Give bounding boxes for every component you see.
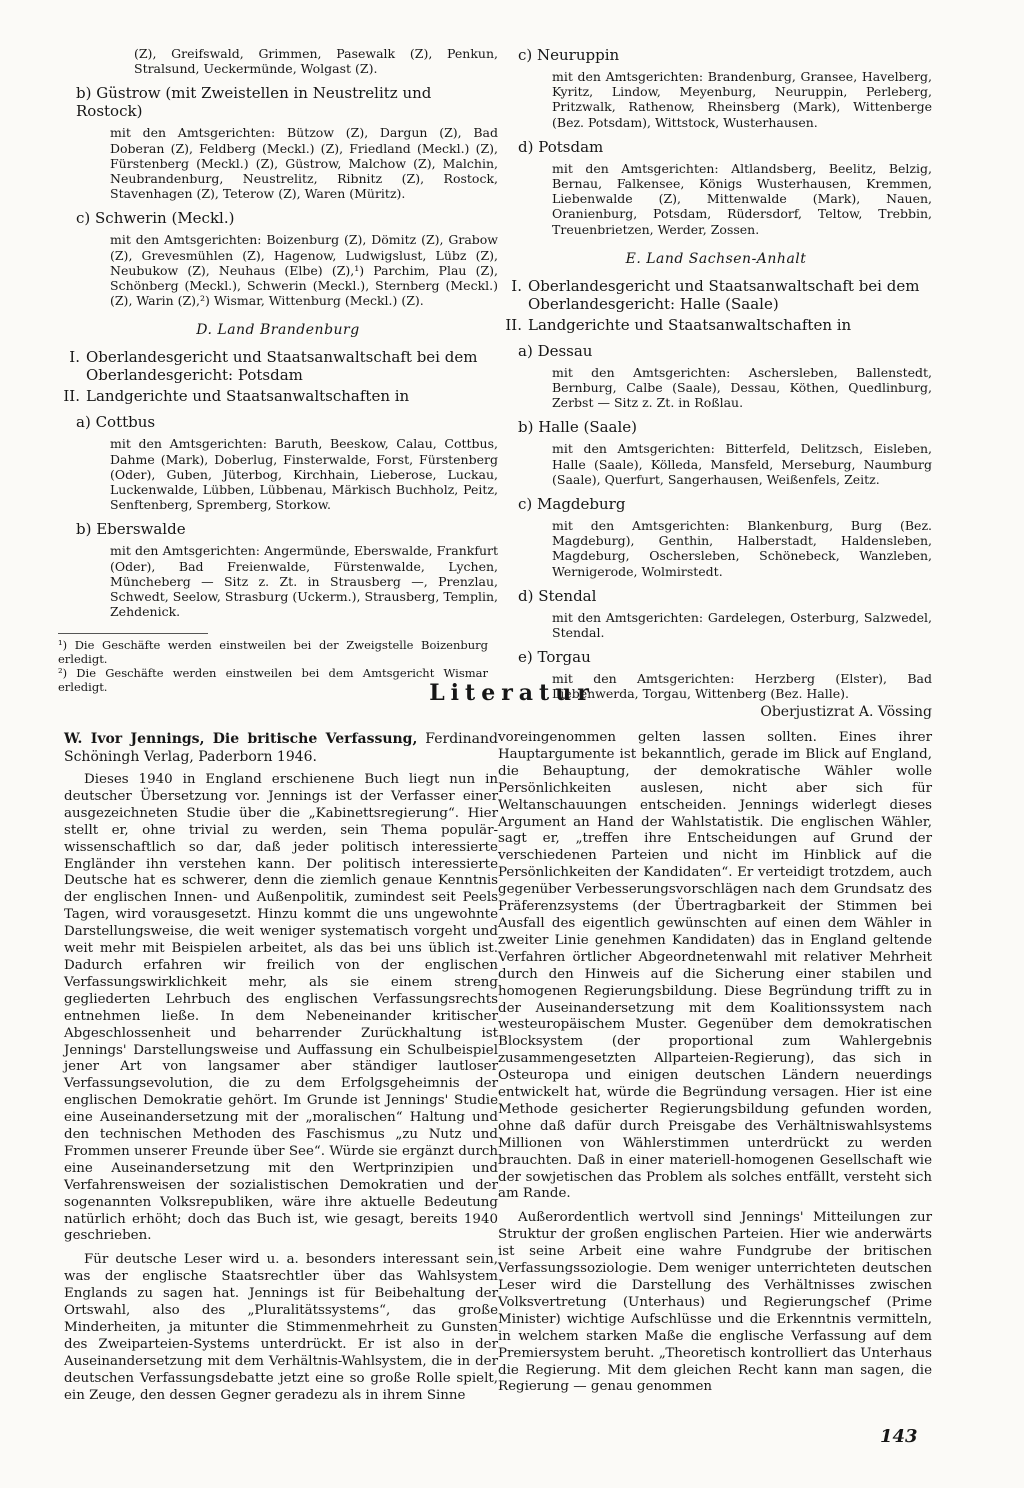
land-heading-brandenburg: D. Land Brandenburg (196, 322, 360, 339)
review-right-column (498, 730, 932, 1403)
roman-item-i (500, 277, 932, 313)
roman-numeral: II. (63, 387, 80, 406)
review-publisher: Ferdinand Schöningh Verlag, Paderborn 1946. (64, 731, 499, 765)
signature: Oberjustizrat A. Vössing (760, 703, 932, 720)
courts-eberswalde: mit den Amtsgerichten: Angermünde, Eberswalde, Frankfurt (Oder), Bad Freienwalde, Fürstenwalde, Lychen, Müncheberg — Sitz z. Zt. in Strausberg —, Prenzlau, Schwedt, Seelow, Strasburg (Uckerm.), Strausberg, Templin, Zehdenick. (110, 543, 498, 620)
roman-numeral: II. (505, 315, 522, 334)
courts-magdeburg: mit den Amtsgerichten: Blankenburg, Burg (Bez. Magdeburg), Genthin, Halberstadt, Haldensleben, Magdeburg, Oschersleben, Schönebeck, Wanzleben, Wernigerode, Wolmirstedt. (552, 518, 932, 579)
courts-guestrow: mit den Amtsgerichten: Bützow (Z), Dargun (Z), Bad Doberan (Z), Feldberg (Meckl.) (Z), Friedland (Meckl.) (Z), Fürstenberg (Meckl.) (Z), Güstrow, Malchow (Z), Malchin, Neubrandenburg, Neustrelitz, Ribnitz (Z), Rostock, Stavenhagen (Z), Teterow (Z), Waren (Müritz). (110, 125, 498, 202)
land-heading-sachsen-anhalt: E. Land Sachsen-Anhalt (625, 250, 807, 267)
continued-court-list: (Z), Greifswald, Grimmen, Pasewalk (Z), Penkun, Stralsund, Ueckermünde, Wolgast (Z). (134, 46, 498, 77)
courts-halle: mit den Amtsgerichten: Bitterfeld, Delitzsch, Eisleben, Halle (Saale), Kölleda, Mansfeld, Merseburg, Naumburg (Saale), Querfurt, Sangerhausen, Weißenfels, Zeitz. (552, 441, 932, 487)
roman-item-ii (500, 316, 932, 334)
courts-torgau: mit den Amtsgerichten: Herzberg (Elster), Bad Liebenwerda, Torgau, Wittenberg (Bez. Halle). (552, 671, 932, 702)
left-column (58, 46, 498, 694)
courts-dessau: mit den Amtsgerichten: Aschersleben, Ballenstedt, Bernburg, Calbe (Saale), Dessau, Köthen, Quedlinburg, Zerbst — Sitz z. Zt. in Roßlau. (552, 364, 932, 411)
subsection-torgau: e) Torgau (518, 648, 591, 667)
courts-potsdam: mit den Amtsgerichten: Altlandsberg, Beelitz, Belzig, Bernau, Falkensee, Königs Wusterhausen, Kremmen, Liebenwalde (Z), Mittenwalde (Mark), Nauen, Oranienburg, Potsdam, Rüdersdorf, Teltow, Trebbin, Treuenbrietzen, Werder, Zossen. (552, 160, 932, 237)
review-paragraph: Dieses 1940 in England erschienene Buch liegt nun in deutscher Übersetzung vor. Jennings ist der Verfasser einer ausgezeichneten Studie über die „Kabinettsregierung“. Hier stellt er, ohne trivial zu werden, sein Thema populär-wissenschaftlich so dar, daß jeder politisch interessierte Engländer ihn verstehen kann. Der politisch interessierte Deutsche hat es schwerer, denn die ziemlich genaue Kenntnis der englischen Innen- und Außenpolitik, zumindest seit Peels Tagen, wird vorausgesetzt. Hinzu kommt die uns ungewohnte Darstellungsweise, die weit weniger systematisch vorgeht und weit mehr mit Beispielen arbeitet, als das bei uns üblich ist. Dadurch erfahren wir freilich von der englischen Verfassungswirklichkeit mehr, als sie einem streng gegliederten Lehrbuch des englischen Verfassungsrechts entnehmen ließe. In dem Nebeneinander kritischer Abgeschlossenheit und beharrender Zurückhaltung ist Jennings' Darstellungsweise und Auffassung ein Schulbeispiel jener Art von langsamer aber ständiger lautloser Verfassungsevolution, die zu dem Erfolgsgeheimnis der englischen Demokratie gehört. Im Grunde ist Jennings' Studie eine Auseinandersetzung mit der „moralischen“ Haltung und den technischen Methoden des Faschismus „zu Nutz und Frommen unserer Freunde über See“. Würde sie ergänzt durch eine Auseinandersetzung mit den Wertprinzipien und Verfahrensweisen der sozialistischen Demokratien und der sogenannten Volksrepubliken, wäre ihre aktuelle Bedeutung natürlich erhöht; doch das Buch ist, wie gesagt, bereits 1940 geschrieben. (64, 772, 498, 1244)
subsection-dessau: a) Dessau (518, 341, 593, 360)
subsection-cottbus: a) Cottbus (76, 413, 156, 432)
subsection-guestrow: b) Güstrow (mit Zweistellen in Neustrelitz und Rostock) (76, 84, 432, 121)
courts-stendal: mit den Amtsgerichten: Gardelegen, Osterburg, Salzwedel, Stendal. (552, 609, 932, 641)
subsection-magdeburg: c) Magdeburg (518, 495, 626, 514)
right-column (500, 46, 932, 720)
literatur-section (0, 730, 1024, 1430)
footnote-2: ²) Die Geschäfte werden einstweilen bei dem Amtsgericht Wismar erledigt. (58, 666, 488, 695)
review-paragraph: Für deutsche Leser wird u. a. besonders interessant sein, was der englische Staatsrechtler über das Wahlsystem Englands zu sagen hat. Jennings ist für Beibehaltung der Ortswahl, also des „Pluralitätssystems“, das große Minderheiten, ja mitunter die Stimmenmehrheit zu Gunsten des Zweiparteien-Systems unterdrückt. Er ist also in der Auseinandersetzung mit dem Verhältnis-Wahlsystem, die in der deutschen Verfassungsdebatte jetzt eine so große Rolle spielt, ein Zeuge, den dessen Gegner geradezu als in ihrem Sinne (64, 1252, 498, 1403)
roman-numeral: I. (69, 348, 80, 367)
roman-text: Oberlandesgericht und Staatsanwaltschaft bei dem Oberlandesgericht: Halle (Saale) (528, 276, 920, 313)
roman-item-i (58, 348, 498, 384)
footnote-1: ¹) Die Geschäfte werden einstweilen bei der Zweigstelle Boizenburg erledigt. (58, 638, 488, 667)
roman-text: Landgerichte und Staatsanwaltschaften in (86, 387, 410, 406)
subsection-eberswalde: b) Eberswalde (76, 520, 186, 539)
review-left-column (64, 730, 498, 1412)
subsection-potsdam: d) Potsdam (518, 137, 604, 156)
roman-numeral: I. (511, 276, 522, 295)
roman-text: Landgerichte und Staatsanwaltschaften in (528, 315, 852, 334)
courts-cottbus: mit den Amtsgerichten: Baruth, Beeskow, Calau, Cottbus, Dahme (Mark), Doberlug, Finsterwalde, Forst, Fürstenberg (Oder), Guben, Jüterbog, Kirchhain, Lieberose, Luckau, Luckenwalde, Lübben, Lübbenau, Märkisch Buchholz, Peitz, Senftenberg, Spremberg, Storkow. (110, 436, 498, 513)
roman-text: Oberlandesgericht und Staatsanwaltschaft bei dem Oberlandesgericht: Potsdam (86, 348, 478, 385)
review-paragraph: voreingenommen gelten lassen sollten. Eines ihrer Hauptargumente ist bekanntlich, gerade im Blick auf England, die Behauptung, der demokratische Wähler wolle Persönlichkeiten auslesen, nicht aber sich für Weltanschauungen entscheiden. Jennings widerlegt dieses Argument an Hand der Wahlstatistik. Die englischen Wähler, sagt er, „treffen ihre Entscheidungen auf Grund der verschiedenen Parteien und nicht im Hinblick auf die Persönlichkeiten der Kandidaten“. Er verteidigt trotzdem, auch gegenüber Verbesserungsvorschlägen nach dem Grundsatz des Präferenzsystems (der Übertragbarkeit der Stimmen bei Ausfall des eigentlich gewünschten auf einen dem Wähler in zweiter Linie genehmen Kandidaten) das in England geltende Verfahren örtlicher Abgeordnetenwahl mit relativer Mehrheit durch den Hinweis auf die Sicherung einer stabilen und homogenen Regierungsbildung. Diese Begründung trifft zu in der Auseinandersetzung mit dem Koalitionssystem nach westeuropäischem Muster. Gegenüber dem demokratischen Blocksystem (der proportional zum Wahlergebnis zusammengesetzten Allparteien-Regierung), das sich in Osteuropa und einigen deutschen Ländern neuerdings entwickelt hat, würde die Begründung versagen. Hier ist eine Methode gesicherter Regierungsbildung gefunden worden, ohne daß dafür durch Preisgabe des Verhältniswahlsystems Millionen von Wählerstimmen unterdrückt zu werden brauchten. Daß in einer materiell-homogenen Gesellschaft wie der sowjetischen das Problem als solches entfällt, versteht sich am Rande. (498, 730, 932, 1202)
review-paragraph: Außerordentlich wertvoll sind Jennings' Mitteilungen zur Struktur der großen englischen Parteien. Hier wie anderwärts ist seine Arbeit eine wahre Fundgrube der britischen Verfassungssoziologie. Dem weniger unterrichteten deutschen Leser wird die Darstellung des Verhältnisses zwischen Volksvertretung (Unterhaus) und Regierungschef (Prime Minister) wichtige Aufschlüsse und die Erkenntnis vermitteln, in welchem starken Maße die englische Verfassung auf dem Premiersystem beruht. „Theoretisch kontrolliert das Unterhaus die Regierung. Mit dem gleichen Recht kann man sagen, die Regierung — genau genommen (498, 1210, 932, 1395)
subsection-schwerin: c) Schwerin (Meckl.) (76, 209, 235, 228)
subsection-stendal: d) Stendal (518, 586, 597, 605)
courts-neuruppin: mit den Amtsgerichten: Brandenburg, Gransee, Havelberg, Kyritz, Lindow, Meyenburg, Neuruppin, Perleberg, Pritzwalk, Rathenow, Rheinsberg (Mark), Wittenberge (Bez. Potsdam), Wittstock, Wusterhausen. (552, 69, 932, 130)
courts-schwerin: mit den Amtsgerichten: Boizenburg (Z), Dömitz (Z), Grabow (Z), Grevesmühlen (Z), Hagenow, Ludwigslust, Lübz (Z), Neubukow (Z), Neuhaus (Elbe) (Z),¹) Parchim, Plau (Z), Schönberg (Meckl.), Schwerin (Meckl.), Sternberg (Meckl.) (Z), Warin (Z),²) Wismar, Wittenburg (Meckl.) (Z). (110, 232, 498, 309)
review-author-title: W. Ivor Jennings, Die britische Verfassung, (64, 731, 418, 747)
roman-item-ii (58, 387, 498, 405)
literatur-heading: Literatur (429, 680, 595, 706)
review-heading (64, 730, 498, 766)
page-number: 143 (880, 1426, 918, 1447)
subsection-halle: b) Halle (Saale) (518, 418, 638, 437)
subsection-neuruppin: c) Neuruppin (518, 46, 620, 64)
